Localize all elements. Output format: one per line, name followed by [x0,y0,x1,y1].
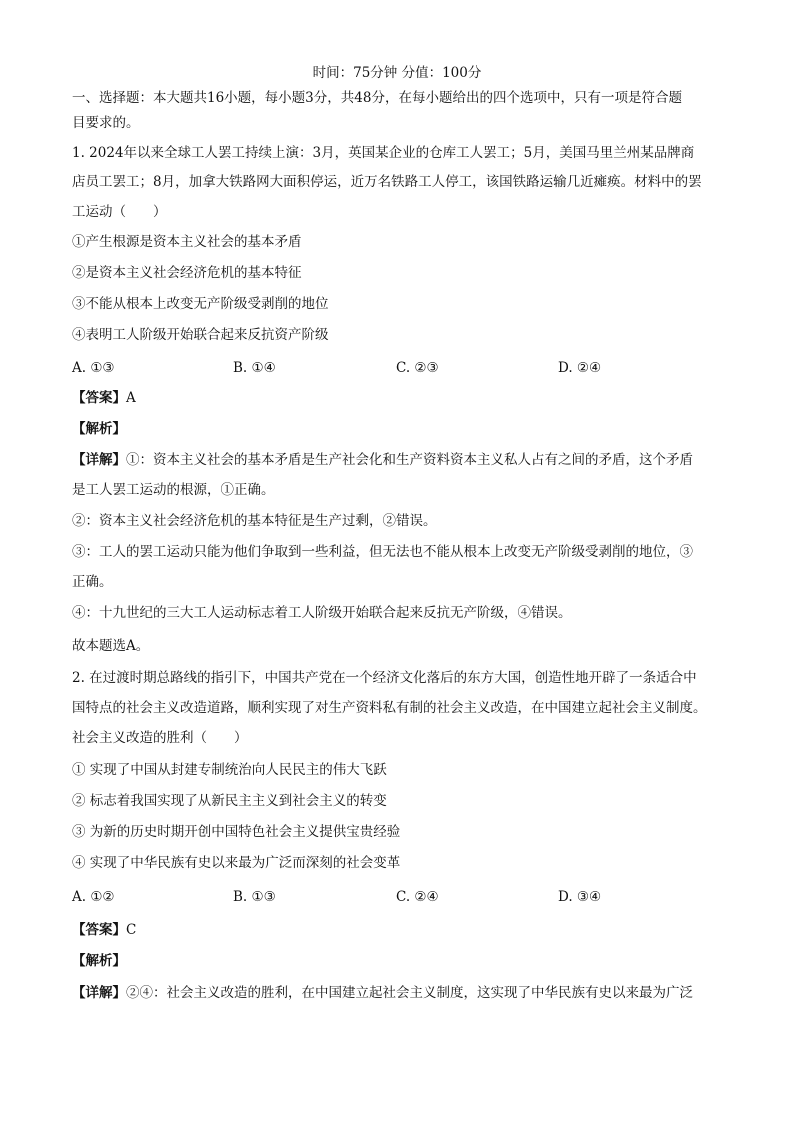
q1-option-c: C. ②③ [396,360,439,376]
section-title-line2: 目要求的。 [72,115,140,131]
q1-stem-line: 工运动（ ） [72,204,167,220]
q2-item: ③ 为新的历史时期开创中国特色社会主义提供宝贵经验 [72,824,401,840]
q1-item: ③不能从根本上改变无产阶级受剥削的地位 [72,296,329,312]
q2-option-a: A. ①② [72,889,115,905]
q2-stem-line: 国特点的社会主义改造道路，顺利实现了对生产资料私有制的社会主义改造，在中国建立起社会主义制度。 [72,700,707,716]
q2-answer [72,920,732,940]
q1-option-a: A. ①③ [72,360,115,376]
q1-item: ②是资本主义社会经济危机的基本特征 [72,265,302,281]
q2-analysis-label: 【解析】 [72,953,126,969]
q1-detail-line: 是工人罢工运动的根源，①正确。 [72,482,275,498]
q2-stem-line: 2. 在过渡时期总路线的指引下，中国共产党在一个经济文化落后的东方大国，创造性地开辟了一条适合中 [72,670,697,686]
q2-item: ① 实现了中国从封建专制统治向人民民主的伟大飞跃 [72,762,387,778]
q2-item: ④ 实现了中华民族有史以来最为广泛而深刻的社会变革 [72,855,401,871]
detail-label: 【详解】 [72,452,126,468]
q1-detail-line: ③：工人的罢工运动只能为他们争取到一些利益，但无法也不能从根本上改变无产阶级受剥削的地位，③ [72,544,693,560]
q1-detail-line: 故本题选A。 [72,638,150,654]
q1-detail-line [72,450,732,470]
detail-text: ②④：社会主义改造的胜利，在中国建立起社会主义制度，这实现了中华民族有史以来最为广泛 [126,985,693,1001]
answer-value: C [126,922,137,938]
detail-label: 【详解】 [72,985,126,1001]
q1-analysis-label: 【解析】 [72,421,126,437]
q1-option-d: D. ②④ [558,360,602,376]
q2-detail-line [72,983,732,1003]
q1-options [72,358,732,378]
time-score-line: 时间：75分钟 分值：100分 [312,65,482,81]
q1-answer [72,388,732,408]
q1-stem-line: 1. 2024年以来全球工人罢工持续上演：3月，英国某企业的仓库工人罢工；5月，美国马里兰州某品牌商 [72,145,695,161]
q1-detail-line: ②：资本主义社会经济危机的基本特征是生产过剩，②错误。 [72,513,437,529]
section-title-line1: 一、选择题：本大题共16小题，每小题3分，共48分，在每小题给出的四个选项中，只有一项是符合题 [72,90,682,106]
q1-stem-line: 店员工罢工；8月，加拿大铁路网大面积停运，近万名铁路工人停工，该国铁路运输几近瘫痪。材料中的罢 [72,174,702,190]
q2-option-c: C. ②④ [396,889,439,905]
answer-label: 【答案】 [72,390,126,406]
q2-item: ② 标志着我国实现了从新民主主义到社会主义的转变 [72,793,387,809]
detail-text: ①：资本主义社会的基本矛盾是生产社会化和生产资料资本主义私人占有之间的矛盾，这个矛盾 [126,452,693,468]
q1-item: ④表明工人阶级开始联合起来反抗资产阶级 [72,327,329,343]
answer-value: A [126,390,136,406]
q2-option-d: D. ③④ [558,889,602,905]
answer-label: 【答案】 [72,922,126,938]
q2-stem-line: 社会主义改造的胜利（ ） [72,730,248,746]
q1-option-b: B. ①④ [233,360,276,376]
q1-detail-line: 正确。 [72,574,113,590]
q1-detail-line: ④：十九世纪的三大工人运动标志着工人阶级开始联合起来反抗无产阶级，④错误。 [72,605,572,621]
q2-options [72,887,732,907]
q1-item: ①产生根源是资本主义社会的基本矛盾 [72,234,302,250]
q2-option-b: B. ①③ [233,889,276,905]
